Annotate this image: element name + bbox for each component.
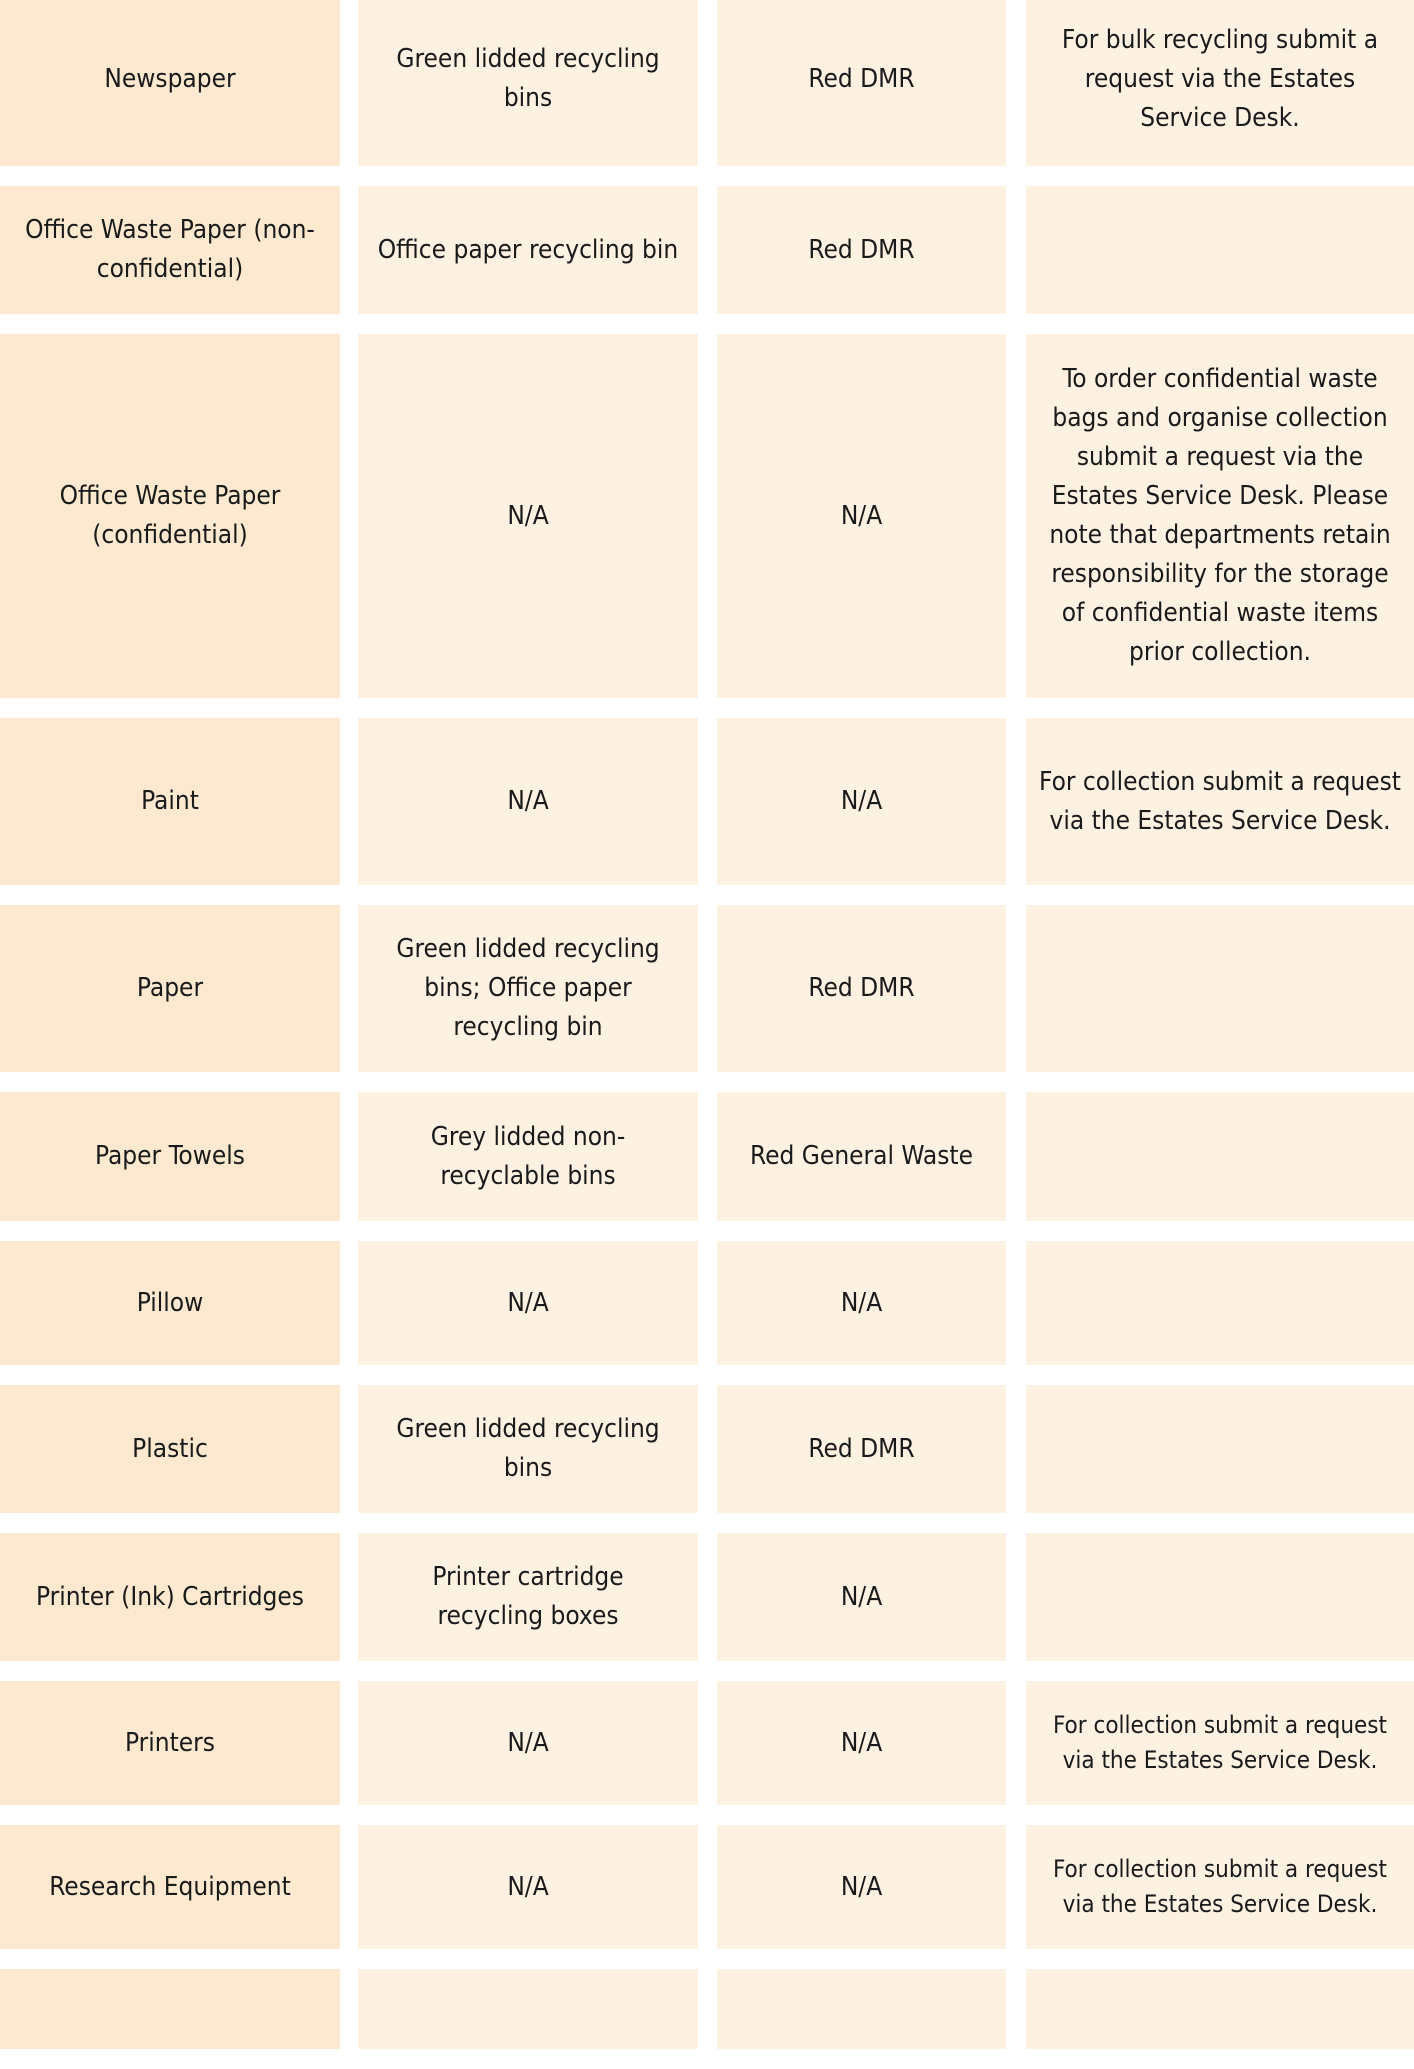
item-cell <box>0 1969 340 2049</box>
container-cell: N/A <box>358 1825 698 1949</box>
table-row <box>0 0 1414 166</box>
notes-cell <box>1026 905 1414 1072</box>
notes-cell: For collection submit a request via the Estates Service Desk. <box>1026 1825 1414 1949</box>
notes-cell <box>1026 1092 1414 1221</box>
bag-cell: Red DMR <box>717 1385 1006 1513</box>
bag-cell: N/A <box>717 1681 1006 1805</box>
table-row <box>0 905 1414 1072</box>
container-cell: N/A <box>358 1681 698 1805</box>
bag-cell: N/A <box>717 1533 1006 1661</box>
container-cell: Printer cartridge recycling boxes <box>358 1533 698 1661</box>
bag-cell: Red General Waste <box>717 1092 1006 1221</box>
container-cell: Grey lidded non-recyclable bins <box>358 1092 698 1221</box>
container-cell: N/A <box>358 334 698 698</box>
bag-cell: N/A <box>717 718 1006 885</box>
container-cell: Office paper recycling bin <box>358 186 698 314</box>
notes-cell <box>1026 1385 1414 1513</box>
item-cell: Paint <box>0 718 340 885</box>
item-cell: Printer (Ink) Cartridges <box>0 1533 340 1661</box>
bag-cell: N/A <box>717 1241 1006 1365</box>
item-cell: Office Waste Paper (confidential) <box>0 334 340 698</box>
notes-cell: For bulk recycling submit a request via the Estates Service Desk. <box>1026 0 1414 166</box>
table-row <box>0 1969 1414 2049</box>
table-row <box>0 1533 1414 1661</box>
item-cell: Paper Towels <box>0 1092 340 1221</box>
table-row <box>0 718 1414 885</box>
container-cell: Green lidded recycling bins <box>358 0 698 166</box>
container-cell: Green lidded recycling bins; Office paper recycling bin <box>358 905 698 1072</box>
item-cell: Printers <box>0 1681 340 1805</box>
table-row <box>0 1092 1414 1221</box>
bag-cell: N/A <box>717 334 1006 698</box>
notes-cell <box>1026 1533 1414 1661</box>
item-cell: Pillow <box>0 1241 340 1365</box>
notes-cell: To order confidential waste bags and organise collection submit a request via the Estates Service Desk. Please note that departments retain responsibility for the storage of confidential waste items prior collection. <box>1026 334 1414 698</box>
item-cell: Office Waste Paper (non-confidential) <box>0 186 340 314</box>
bag-cell: Red DMR <box>717 905 1006 1072</box>
item-cell: Research Equipment <box>0 1825 340 1949</box>
container-cell: N/A <box>358 718 698 885</box>
table-row <box>0 1241 1414 1365</box>
table-row <box>0 1385 1414 1513</box>
notes-cell: For collection submit a request via the Estates Service Desk. <box>1026 1681 1414 1805</box>
notes-cell <box>1026 1241 1414 1365</box>
bag-cell: Red DMR <box>717 0 1006 166</box>
item-cell: Plastic <box>0 1385 340 1513</box>
container-cell <box>358 1969 698 2049</box>
item-cell: Paper <box>0 905 340 1072</box>
table-row <box>0 1825 1414 1949</box>
bag-cell: N/A <box>717 1825 1006 1949</box>
container-cell: Green lidded recycling bins <box>358 1385 698 1513</box>
bag-cell: Red DMR <box>717 186 1006 314</box>
table-row <box>0 334 1414 698</box>
item-cell: Newspaper <box>0 0 340 166</box>
container-cell: N/A <box>358 1241 698 1365</box>
notes-cell <box>1026 1969 1414 2049</box>
bag-cell <box>717 1969 1006 2049</box>
notes-cell: For collection submit a request via the Estates Service Desk. <box>1026 718 1414 885</box>
notes-cell <box>1026 186 1414 314</box>
table-row <box>0 186 1414 314</box>
table-row <box>0 1681 1414 1805</box>
